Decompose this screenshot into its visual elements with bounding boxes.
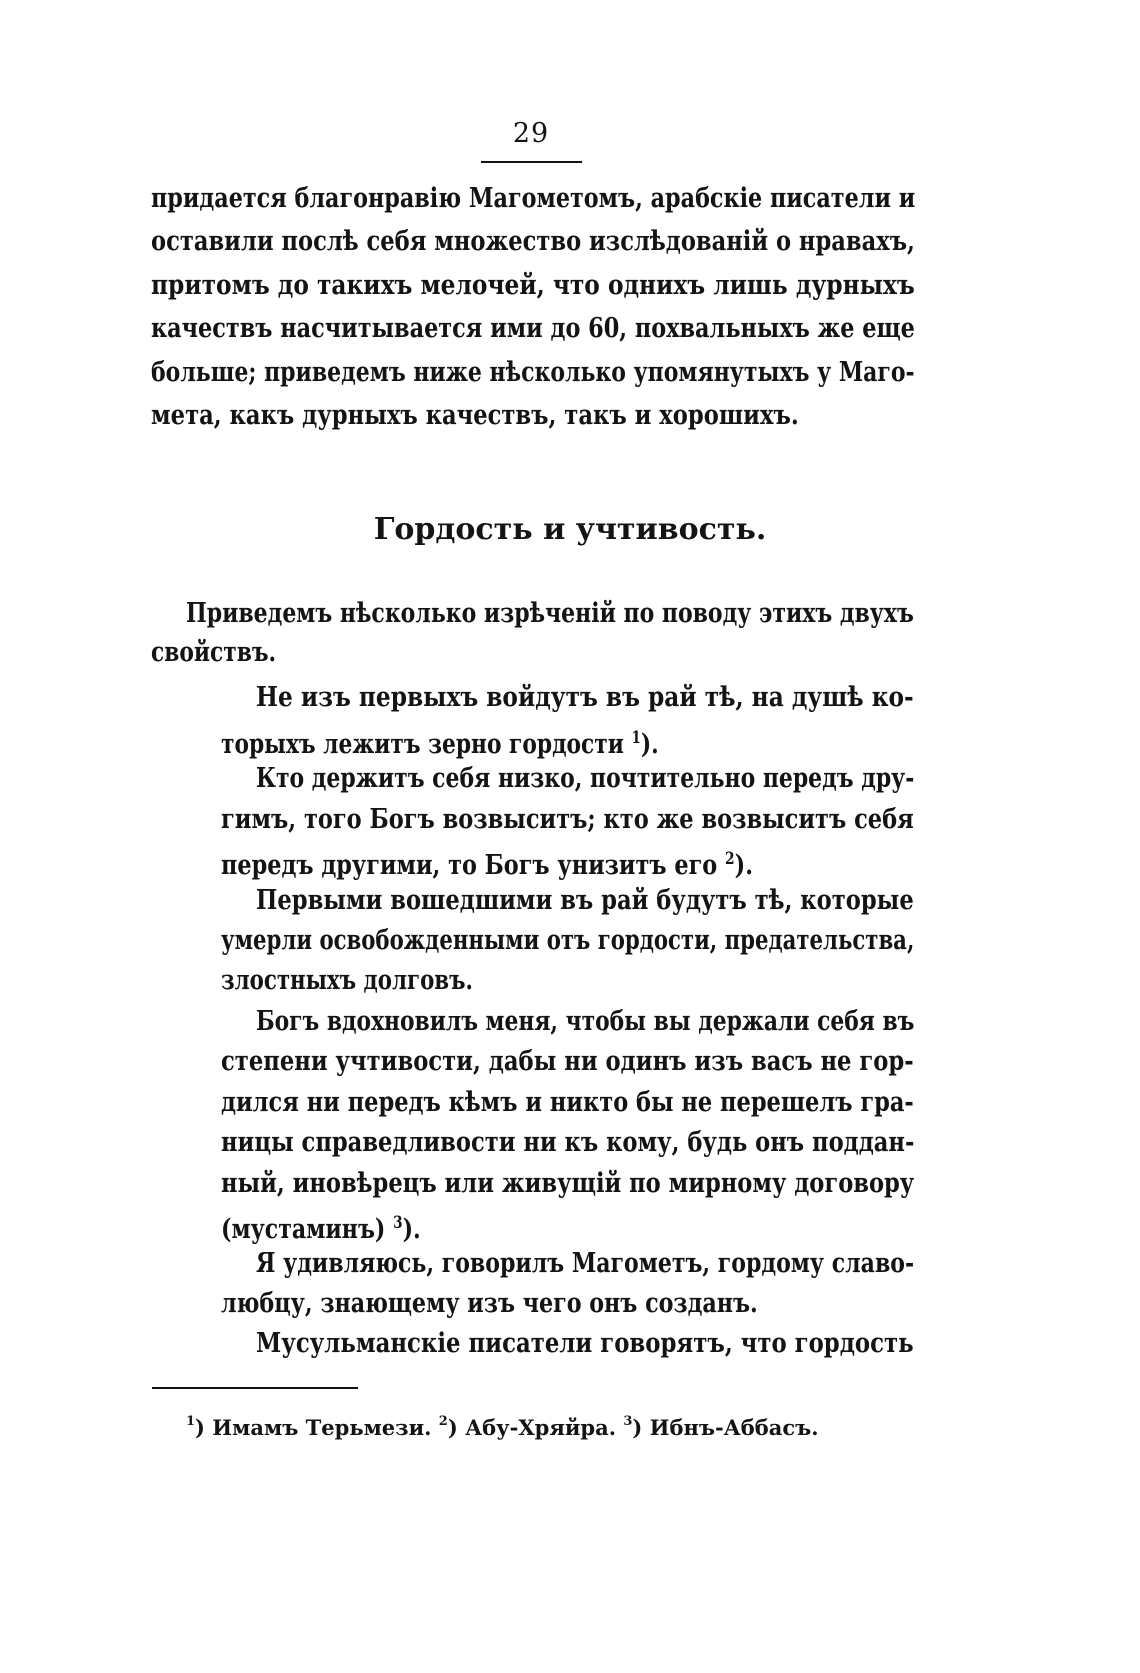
text-line: ницы справедливости ни къ кому, будь онъ поддан- <box>221 1126 915 1158</box>
footnote-mark: 1 <box>186 1414 196 1429</box>
footnote-ref-closer: ). <box>402 1213 421 1246</box>
text-line: Не изъ первыхъ войдутъ въ рай тѣ, на душѣ ко- <box>256 681 914 713</box>
text-line-body: торыхъ лежитъ зерно гордости <box>221 728 624 761</box>
text-line: умерли освобожденными отъ гордости, предательства, <box>221 924 915 956</box>
footnote-ref-closer: ). <box>640 728 659 761</box>
footnote-text: ) Ибнъ-Аббасъ. <box>632 1415 819 1440</box>
text-line: больше; приведемъ ниже нѣсколько упомянутыхъ у Маго- <box>151 356 915 388</box>
text-line: свойствъ. <box>151 636 277 668</box>
text-line: Мусульманскіе писатели говорятъ, что гордость <box>256 1327 914 1359</box>
text-line: Богъ вдохновилъ меня, чтобы вы держали себя въ <box>256 1005 915 1037</box>
text-line: придается благонравію Магометомъ, арабскіе писатели и <box>151 182 916 214</box>
text-line: оставили послѣ себя множество изслѣдованій о нравахъ, <box>151 225 915 257</box>
footnote-ref: 2 <box>724 849 735 869</box>
text-line: степени учтивости, дабы ни одинъ изъ васъ не гор- <box>221 1045 914 1077</box>
page-number-rule <box>481 161 582 163</box>
text-line: Я удивляюсь, говорилъ Магометъ, гордому славо- <box>256 1247 915 1279</box>
footnote-ref-closer: ). <box>734 849 753 882</box>
text-line: злостныхъ долговъ. <box>221 964 473 996</box>
text-line: качествъ насчитывается ими до 60, похвальныхъ же еще <box>151 312 915 344</box>
text-line: Приведемъ нѣсколько изрѣченій по поводу этихъ двухъ <box>186 597 914 629</box>
footnote-text: ) Имамъ Терьмези. <box>195 1415 432 1440</box>
text-line: мета, какъ дурныхъ качествъ, такъ и хорошихъ. <box>151 399 799 431</box>
footnote-ref: 3 <box>393 1213 403 1233</box>
text-line: гимъ, того Богъ возвыситъ; кто же возвыситъ себя <box>221 803 914 835</box>
text-line: дился ни передъ кѣмъ и никто бы не перешелъ гра- <box>221 1086 914 1118</box>
text-line: ный, иновѣрецъ или живущій по мирному договору <box>221 1167 915 1199</box>
footnote-mark: 3 <box>623 1414 633 1429</box>
footnotes <box>186 1415 819 1440</box>
footnote-rule <box>152 1387 358 1389</box>
text-line-body: передъ другими, то Богъ унизитъ его <box>221 849 718 882</box>
page-number: 29 <box>512 118 550 149</box>
text-line <box>221 839 753 885</box>
text-line: любцу, знающему изъ чего онъ созданъ. <box>221 1287 758 1319</box>
text-line-body: (мустаминъ) <box>221 1213 386 1246</box>
text-line: Первыми вошедшими въ рай будутъ тѣ, которые <box>256 884 914 916</box>
footnote-mark: 2 <box>438 1414 448 1429</box>
text-line: притомъ до такихъ мелочей, что однихъ лишь дурныхъ <box>151 269 915 301</box>
footnote-ref: 1 <box>631 728 641 748</box>
footnote-text: ) Абу-Хряйра. <box>447 1415 617 1440</box>
text-line: Кто держитъ себя низко, почтительно передъ дру- <box>256 762 915 794</box>
section-heading: Гордость и учтивость. <box>373 512 767 547</box>
